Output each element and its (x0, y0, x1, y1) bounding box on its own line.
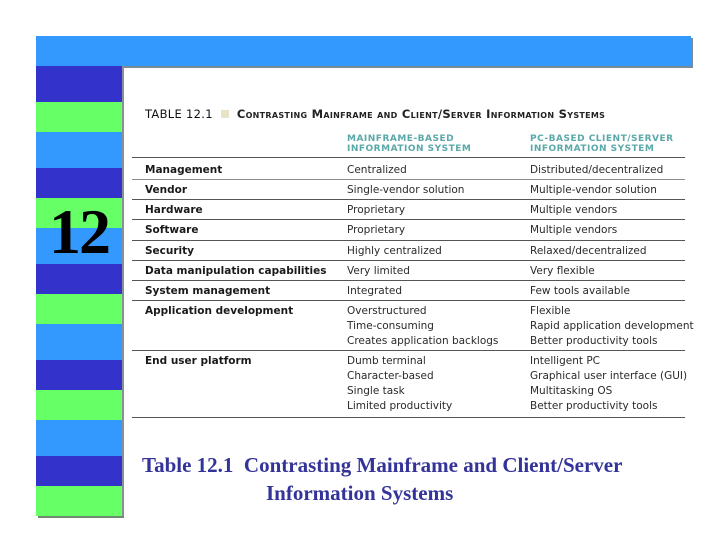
table-rule (132, 179, 685, 180)
table-label: TABLE 12.1 (145, 107, 213, 121)
cell-line: Character-based (347, 370, 434, 382)
table-row-label: Application development (145, 305, 294, 317)
column-header-line: PC-BASED CLIENT/SERVER (530, 134, 674, 144)
cell-line: Proprietary (347, 204, 406, 216)
table-rule (132, 417, 685, 418)
stripe-band (36, 486, 122, 516)
striped-sidebar (36, 66, 122, 516)
panel-edge-shadow (122, 66, 124, 516)
cell-line: Distributed/decentralized (530, 164, 664, 176)
cell-line: Highly centralized (347, 245, 442, 257)
cell-line: Better productivity tools (530, 400, 658, 412)
caption-line-2: Information Systems (266, 481, 454, 505)
table-row-label: Vendor (145, 184, 188, 196)
table-cell-client-server (530, 244, 647, 259)
stripe-band (36, 264, 122, 294)
cell-line: Single task (347, 385, 405, 397)
cell-line: Graphical user interface (GUI) (530, 370, 688, 382)
cell-line: Limited productivity (347, 400, 453, 412)
cell-line: Dumb terminal (347, 355, 426, 367)
cell-line: Intelligent PC (530, 355, 600, 367)
top-decorative-bar (36, 36, 691, 66)
table-row-label: System management (145, 285, 271, 297)
cell-line: Proprietary (347, 224, 406, 236)
cell-line: Multitasking OS (530, 385, 613, 397)
table-row-label: End user platform (145, 355, 252, 367)
table-rule (132, 219, 685, 220)
column-header-mainframe (347, 134, 471, 154)
cell-line: Centralized (347, 164, 407, 176)
table-cell-mainframe (347, 203, 405, 218)
table-row-label: Hardware (145, 204, 203, 216)
column-header-line: MAINFRAME-BASED (347, 134, 455, 144)
table-title (145, 107, 605, 121)
stripe-band (36, 66, 122, 102)
table-cell-mainframe (347, 183, 464, 198)
stripe-band (36, 294, 122, 324)
column-header-line: INFORMATION SYSTEM (530, 144, 655, 154)
table-title-text: Contrasting Mainframe and Client/Server Information Systems (236, 107, 606, 121)
stripe-band (36, 456, 122, 486)
table-rule (132, 240, 685, 241)
stripe-band (36, 360, 122, 390)
cell-line: Overstructured (347, 305, 427, 317)
table-cell-client-server (530, 304, 694, 349)
stripe-band (36, 168, 122, 198)
cell-line: Better productivity tools (530, 335, 658, 347)
table-rule (132, 157, 685, 158)
table-row-label: Security (145, 245, 195, 257)
cell-line: Integrated (347, 285, 402, 297)
table-cell-mainframe (347, 284, 402, 299)
cell-line: Few tools available (530, 285, 630, 297)
table-cell-mainframe (347, 163, 407, 178)
table-cell-client-server (530, 223, 617, 238)
stripe-band (36, 132, 122, 168)
table-rule (132, 260, 685, 261)
stripe-band (36, 324, 122, 360)
title-separator-square-icon (221, 110, 229, 118)
table-cell-client-server (530, 284, 630, 299)
table-cell-mainframe (347, 223, 405, 238)
cell-line: Creates application backlogs (347, 335, 499, 347)
cell-line: Multiple vendors (530, 224, 618, 236)
table-rule (132, 280, 685, 281)
table-cell-mainframe (347, 264, 410, 279)
column-header-client-server (530, 134, 674, 154)
table-row-label: Software (145, 224, 199, 236)
cell-line: Very limited (347, 265, 410, 277)
slide-caption (142, 451, 622, 507)
cell-line: Rapid application development (530, 320, 694, 332)
table-cell-client-server (530, 203, 617, 218)
table-rule (132, 199, 685, 200)
stripe-band (36, 420, 122, 456)
cell-line: Relaxed/decentralized (530, 245, 647, 257)
cell-line: Flexible (530, 305, 571, 317)
table-cell-client-server (530, 183, 657, 198)
caption-line-1: Table 12.1 Contrasting Mainframe and Client/Server (142, 453, 623, 477)
cell-line: Single-vendor solution (347, 184, 465, 196)
table-rule (132, 300, 685, 301)
stripe-band (36, 390, 122, 420)
table-row-label: Data manipulation capabilities (145, 265, 327, 277)
chapter-number: 12 (49, 196, 109, 267)
table-cell-client-server (530, 264, 595, 279)
table-cell-mainframe (347, 304, 498, 349)
cell-line: Time-consuming (347, 320, 434, 332)
table-cell-mainframe (347, 354, 452, 414)
cell-line: Multiple-vendor solution (530, 184, 657, 196)
column-header-line: INFORMATION SYSTEM (347, 144, 472, 154)
table-row-label: Management (145, 164, 223, 176)
cell-line: Very flexible (530, 265, 595, 277)
stripe-band (36, 102, 122, 132)
table-cell-client-server (530, 163, 663, 178)
table-rule (132, 350, 685, 351)
table-cell-client-server (530, 354, 687, 414)
table-cell-mainframe (347, 244, 442, 259)
cell-line: Multiple vendors (530, 204, 618, 216)
